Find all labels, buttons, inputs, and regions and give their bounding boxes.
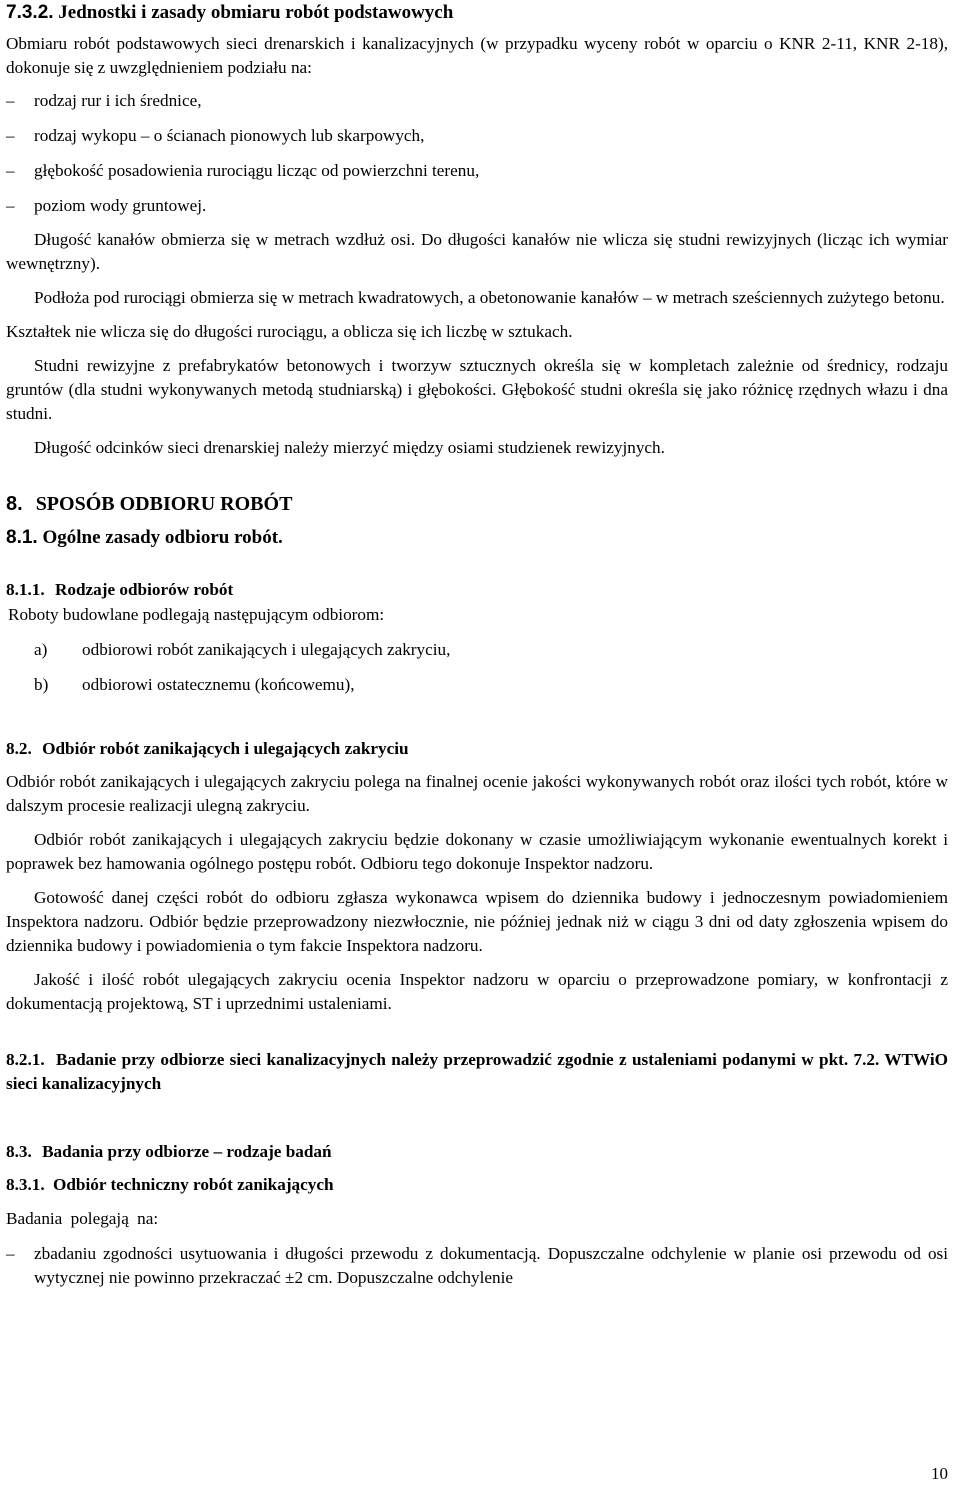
list-item: – rodzaj rur i ich średnice, — [6, 89, 948, 113]
paragraph: Kształtek nie wlicza się do długości rurociągu, a oblicza się ich liczbę w sztukach. — [6, 322, 573, 341]
section-number: 8.1. — [6, 527, 38, 548]
section-title: Jednostki i zasady obmiaru robót podstawowych — [58, 2, 454, 23]
section-title: SPOSÓB ODBIORU ROBÓT — [35, 493, 293, 515]
section-title: Odbiór robót zanikających i ulegających zakryciu — [42, 739, 409, 758]
section-number: 8.3. — [6, 1142, 32, 1161]
dash-bullet-icon: – — [6, 196, 15, 215]
list-item: – rodzaj wykopu – o ścianach pionowych lub skarpowych, — [6, 124, 948, 148]
paragraph-intro: Obmiaru robót podstawowych sieci drenarskich i kanalizacyjnych (w przypadku wyceny robót w oparciu o KNR 2-11, KNR 2-18), dokonuje się z uwzględnieniem podziału na: — [6, 34, 948, 77]
section-number: 8.3.1. — [6, 1175, 45, 1194]
acceptance-types-list — [6, 638, 948, 697]
section-number: 7.3.2. — [6, 2, 54, 23]
paragraph: Długość odcinków sieci drenarskiej należy mierzyć między osiami studzienek rewizyjnych. — [34, 438, 665, 457]
section-title: Badanie przy odbiorze sieci kanalizacyjnych należy przeprowadzić zgodnie z ustaleniami podanymi w pkt. 7.2. WTWiO sieci kanalizacyjnych — [6, 1050, 949, 1093]
section-title: Odbiór techniczny robót zanikających — [52, 1175, 334, 1194]
section-heading-8-2 — [6, 737, 948, 761]
section-heading-8-2-1 — [6, 1048, 948, 1096]
paragraph: Jakość i ilość robót ulegających zakryciu ocenia Inspektor nadzoru w oparciu o przeprowadzone pomiary, w konfrontacji z dokumentacją projektową, ST i uprzednimi ustaleniami. — [6, 970, 948, 1013]
paragraph: Gotowość danej części robót do odbioru zgłasza wykonawca wpisem do dziennika budowy i jednoczesnym powiadomieniem Inspektora nadzoru. Odbiór będzie przeprowadzony niezwłocznie, nie później jednak niż w ciągu 3 dni od daty zgłoszenia wpisem do dziennika budowy i powiadomienia o tym fakcie Inspektora nadzoru. — [6, 888, 948, 955]
paragraph: Długość kanałów obmierza się w metrach wzdłuż osi. Do długości kanałów nie wlicza się studni rewizyjnych (licząc ich wymiar wewnętrzny). — [6, 230, 948, 273]
section-number: 8.2.1. — [6, 1050, 45, 1069]
paragraph: Odbiór robót zanikających i ulegających zakryciu polega na finalnej ocenie jakości wykonywanych robót oraz ilości tych robót, które w dalszym procesie realizacji ulegną zakryciu. — [6, 772, 948, 815]
paragraph: Roboty budowlane podlegają następującym odbiorom: — [8, 605, 385, 624]
section-number: 8.1.1. — [6, 580, 45, 599]
paragraph: Studni rewizyjne z prefabrykatów betonowych i tworzyw sztucznych określa się w kompletach zależnie od średnicy, rodzaju gruntów (dla studni wykonywanych metodą studniarską) i głębokości. Głębokość studni określa się jako różnicę rzędnych włazu i dna studni. — [6, 356, 948, 423]
dash-bullet-icon: – — [6, 1244, 15, 1263]
section-heading-8-3 — [6, 1140, 948, 1164]
list-item: a) odbiorowi robót zanikających i ulegających zakryciu, — [34, 640, 451, 659]
document-page — [6, 0, 948, 1290]
paragraph: Podłoża pod rurociągi obmierza się w metrach kwadratowych, a obetonowanie kanałów – w metrach sześciennych zużytego betonu. — [34, 288, 945, 307]
section-number: 8.2. — [6, 739, 32, 758]
section-title: Ogólne zasady odbioru robót. — [42, 527, 283, 548]
dash-bullet-icon: – — [6, 126, 15, 145]
paragraph: Odbiór robót zanikających i ulegających zakryciu będzie dokonany w czasie umożliwiającym wykonanie ewentualnych korekt i poprawek bez hamowania ogólnego postępu robót. Odbioru tego dokonuje Inspektor nadzoru. — [6, 830, 948, 873]
section-heading-8-3-1 — [6, 1173, 948, 1197]
dash-bullet-icon: – — [6, 91, 15, 110]
section-number: 8. — [6, 493, 23, 515]
section-heading-8 — [6, 492, 948, 516]
page-number: 10 — [931, 1464, 948, 1483]
criteria-list — [6, 89, 948, 218]
list-item: – głębokość posadowienia rurociągu licząc od powierzchni terenu, — [6, 159, 948, 183]
section-heading-8-1 — [6, 526, 948, 550]
section-title: Badania przy odbiorze – rodzaje badań — [42, 1142, 332, 1161]
list-item: – zbadaniu zgodności usytuowania i długości przewodu z dokumentacją. Dopuszczalne odchylenie w planie osi przewodu od osi wytycznej nie powinno przekraczać ±2 cm. Dopuszczalne odchylenie — [6, 1242, 948, 1290]
paragraph: Badania polegają na: — [6, 1209, 159, 1228]
section-heading-7-3-2 — [6, 1, 948, 25]
list-item: b) odbiorowi ostatecznemu (końcowemu), — [34, 675, 355, 694]
section-heading-8-1-1 — [6, 578, 948, 602]
list-item: – poziom wody gruntowej. — [6, 194, 948, 218]
dash-bullet-icon: – — [6, 161, 15, 180]
section-title: Rodzaje odbiorów robót — [54, 580, 234, 599]
